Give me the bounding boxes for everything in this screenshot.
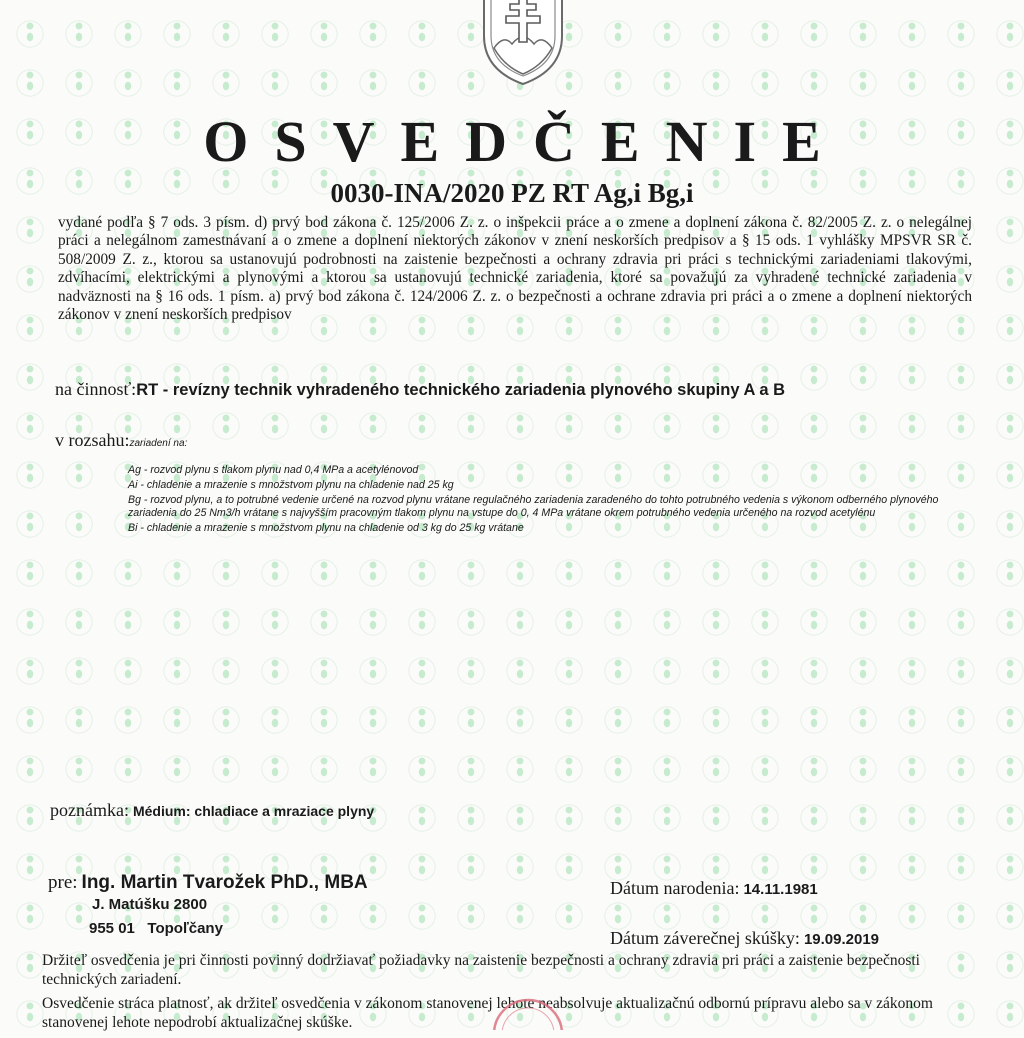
scope-list — [128, 464, 968, 537]
exam-date: 19.09.2019 — [803, 931, 880, 948]
holder-city: Topoľčany — [147, 920, 223, 937]
coat-of-arms-icon — [478, 0, 568, 88]
birth-date: 14.11.1981 — [743, 881, 818, 898]
note-row — [50, 800, 374, 821]
footer-paragraph: Držiteľ osvedčenia je pri činnosti povinný dodržiavať požiadavky na zaistenie bezpečnosti a ochrany zdravia pri práci a zaistenie bezpečnosti technických zariadení. — [42, 952, 920, 988]
note-value: Médium: chladiace a mraziace plyny — [132, 803, 375, 819]
activity-value: RT - revízny technik vyhradeného technického zariadenia plynového skupiny A a B — [136, 381, 786, 399]
activity-row — [55, 379, 785, 400]
holder-row — [48, 872, 368, 894]
holder-name: Ing. Martin Tvarožek PhD., MBA — [81, 872, 368, 893]
legal-basis-text: vydané podľa § 7 ods. 3 písm. d) prvý bod zákona č. 125/2006 Z. z. o inšpekcii práce a o zmene a doplnení zákona č. 82/2005 Z. z. o nelegálnej práci a nelegálnom zamestnávaní a o zmene a doplnení niektorých zákonov v znení neskorších predpisov a § 15 ods. 1 vyhlášky MPSVR SR č. 508/2009 Z. z., ktorou sa ustanovujú podrobnosti na zaistenie bezpečnosti a ochrany zdravia pri práci s technickými zariadeniami tlakovými, zdvíhacími, elektrickými a plynovými a ktorou sa ustanovujú technické zariadenia, ktoré sa považujú za vyhradené technické zariadenia v nadväznosti na § 16 ods. 1 písm. a) prvý bod zákona č. 124/2006 Z. z. o bezpečnosti a ochrane zdravia pri práci a o zmene a doplnení niektorých zákonov v znení neskorších predpisov — [58, 214, 972, 324]
activity-label: na činnosť: — [55, 379, 137, 399]
list-item: Bi - chladenie a mrazenie s množstvom plynu na chladenie od 3 kg do 25 kg vrátane — [128, 522, 524, 534]
holder-zip: 955 01 — [89, 920, 135, 937]
list-item: Ai - chladenie a mrazenie s množstvom plynu na chladenie nad 25 kg — [128, 479, 454, 491]
holder-street: J. Matúšku 2800 — [92, 896, 208, 913]
birth-date-row — [610, 878, 818, 899]
certificate-title: OSVEDČENIE — [203, 109, 847, 174]
certificate-number: 0030-INA/2020 PZ RT Ag,i Bg,i — [330, 178, 694, 208]
footer-paragraph: Osvedčenie stráca platnosť, ak držiteľ osvedčenia v zákonom stanovenej lehote neabsolvuje aktualizačnú odbornú prípravu alebo sa v zákonom stanovenej lehote nepodrobí aktualizačnej skúške. — [42, 995, 933, 1031]
exam-date-row — [610, 928, 879, 949]
scope-sublabel: zariadení na: — [129, 438, 188, 449]
holder-city-row — [89, 920, 223, 937]
holder-label: pre: — [48, 872, 78, 893]
scope-row — [55, 430, 187, 451]
exam-label: Dátum záverečnej skúšky: — [610, 928, 800, 948]
birth-label: Dátum narodenia: — [610, 878, 740, 898]
stamp-icon — [488, 990, 568, 1030]
scope-label: v rozsahu: — [55, 430, 130, 450]
list-item: Bg - rozvod plynu, a to potrubné vedenie určené na rozvod plynu vrátane regulačného zariadenia zaradeného do tohto potrubného vedenia s výkonom odberného plynového zariadenia do 25 Nm3/h vrátane s najvyšším pracovným tlakom plynu na vstupe do 0, 4 MPa vrátane okrem potrubného vedenia určeného na rozvod acetylénu — [128, 494, 939, 519]
note-label: poznámka: — [50, 800, 129, 820]
list-item: Ag - rozvod plynu s tlakom plynu nad 0,4 MPa a acetylénovod — [128, 464, 419, 476]
